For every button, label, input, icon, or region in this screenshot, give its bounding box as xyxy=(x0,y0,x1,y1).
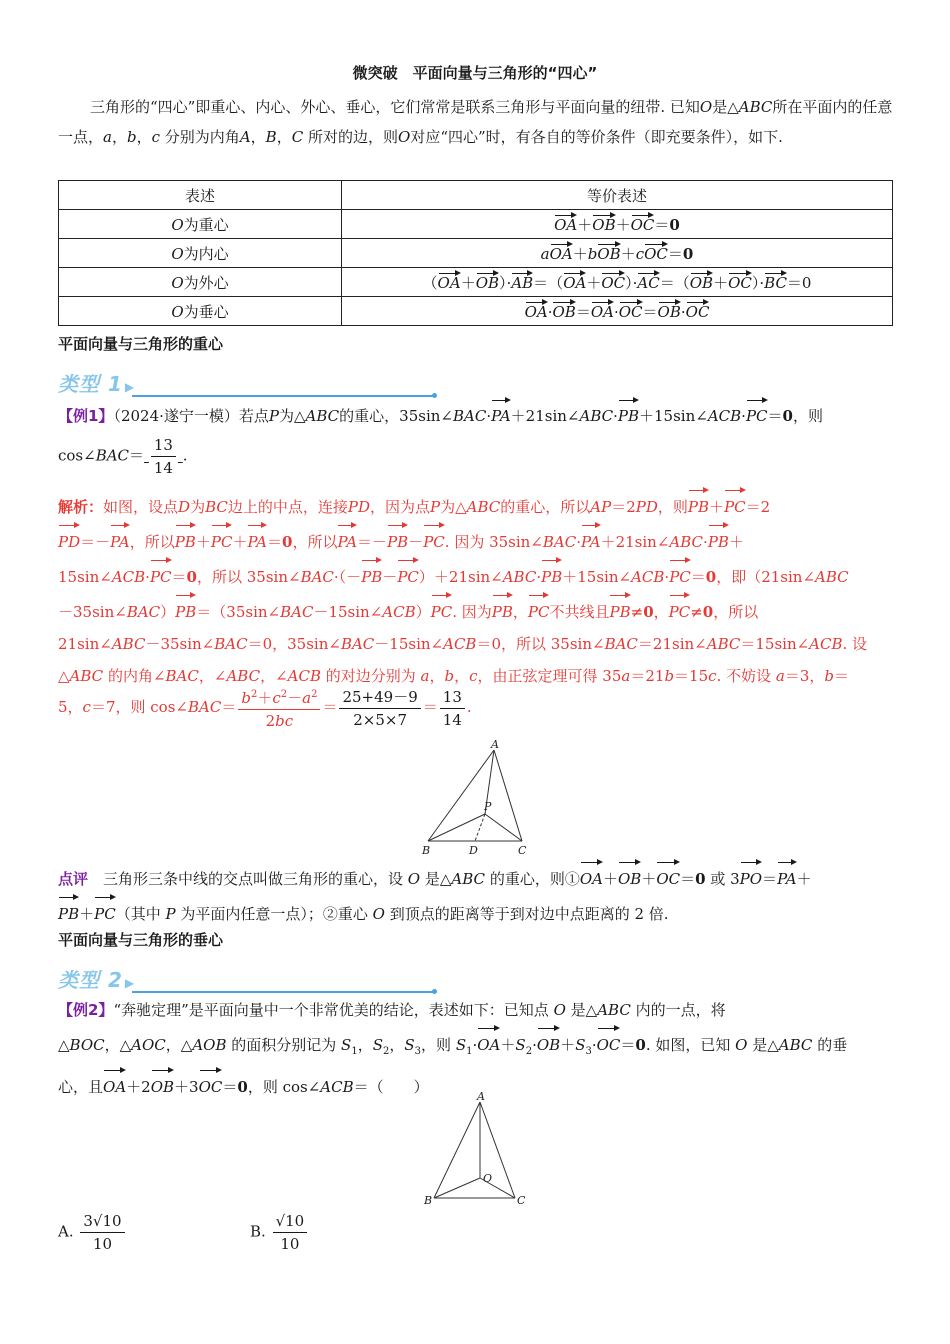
answer-numerator: 13 xyxy=(151,434,176,457)
table-cell: OA·OB＝OA·OC＝OB·OC xyxy=(342,297,893,326)
example-2-stem: 【例2】“奔驰定理”是平面向量中一个非常优美的结论，表述如下：已知点 O 是△ABC 内的一点，将 △BOC，△AOC，△AOB 的面积分别记为 $S_1$，$S_2$，$S_3$，则 $S_1\cdot OA+S_2\cdot OB+S_3\cdot OC=0$. 如图，已知 O 是△ABC 的垂 心，且OA＋2OB＋3OC＝0，则 cos∠ACB＝（ ） xyxy=(58,994,896,1103)
solution-1-final: 5，c＝7，则 cos∠BAC＝ $\frac{b^2+c^2-a^2}{2bc}$ ＝ $\frac{25+49-9}{2\times 5\times 7}$ ＝ $\frac{13}{14}$ . xyxy=(58,684,472,732)
answer-denominator: 14 xyxy=(153,459,173,477)
label-p: P xyxy=(484,800,492,813)
label-a: A xyxy=(477,1090,485,1103)
section-heading-orthocenter: 平面向量与三角形的垂心 xyxy=(58,931,224,949)
label-c: C xyxy=(517,1194,526,1207)
triangle-arrow-icon: ▶ xyxy=(124,976,135,990)
option-a[interactable]: A. $\frac{3√10}{10}$ xyxy=(58,1210,127,1255)
comment-tag: 点评 xyxy=(58,870,89,888)
table-cell: OA＋OB＋OC＝0 xyxy=(342,210,893,239)
type-label xyxy=(58,368,134,397)
option-b[interactable]: B. $\frac{√10}{10}$ xyxy=(250,1210,309,1255)
intro-paragraph: 三角形的“四心”即重心、内心、外心、垂心，它们常常是联系三角形与平面向量的纽带. 已知O是△ABC所在平面内的任意一点，a，b，c 分别为内角A，B，C 所对的边，则O对应“四心”时，有各自的等价条件（即充要条件），如下. xyxy=(58,98,893,146)
table-row xyxy=(59,210,893,239)
segment-cp xyxy=(485,814,522,841)
table-header: 等价表述 xyxy=(342,181,893,210)
edge-ab xyxy=(434,1102,480,1198)
table-row xyxy=(59,239,893,268)
type-label-text: 类型 1 xyxy=(58,372,123,396)
type-underline xyxy=(132,991,434,993)
label-c: C xyxy=(518,844,527,857)
solution-tag: 解析： xyxy=(58,498,104,516)
type-label-text: 类型 2 xyxy=(58,968,123,992)
segment-bo xyxy=(434,1178,480,1198)
example-1-stem: 【例1】（2024·遂宁一模）若点P为△ABC的重心，35sin∠BAC·PA＋21sin∠ABC·PB＋15sin∠ACB·PC＝0，则 xyxy=(58,398,896,431)
example-1-answer: cos∠BAC＝ $\frac{13}{14}$ . xyxy=(58,436,188,477)
label-o: O xyxy=(483,1172,493,1185)
table-cell: O为垂心 xyxy=(59,297,342,326)
table-cell: O为外心 xyxy=(59,268,342,297)
triangle-figure-1 xyxy=(418,738,538,860)
table-header-row xyxy=(59,181,893,210)
type-label xyxy=(58,964,134,993)
solution-1: 解析：如图，设点D为BC边上的中点，连接PD，因为点P为△ABC的重心，所以AP＝2PD，则PB＋PC＝2 PD＝－PA，所以PB＋PC＋PA＝0，所以PA＝－PB－PC. 因为 35sin∠BAC·PA＋21sin∠ABC·PB＋ 15sin∠ACB·PC＝0，所以 35sin∠BAC·（－PB－PC）＋21sin∠ABC·PB＋15sin∠ACB·PC＝0，即（21sin∠ABC －35sin∠BAC）PB＝（35sin∠BAC－15sin∠ACB）PC. 因为PB，PC不共线且PB≠0，PC≠0，所以 21sin∠ABC－35sin∠BAC＝0，35sin∠BAC－15sin∠ACB＝0，所以 35sin∠BAC＝21sin∠ABC＝15sin∠ACB. 设 △ABC 的内角∠BAC，∠ABC，∠ACB 的对边分别为 a，b，c，由正弦定理可得 35a＝21b＝15c. 不妨设 a＝3，b＝ xyxy=(58,488,896,692)
table-row xyxy=(59,297,893,326)
type-underline xyxy=(132,395,434,397)
label-b: B xyxy=(424,1194,433,1207)
table-header: 表述 xyxy=(59,181,342,210)
segment-bp xyxy=(428,814,485,841)
section-heading-centroid: 平面向量与三角形的重心 xyxy=(58,335,224,353)
page-title: 微突破 平面向量与三角形的“四心” xyxy=(352,64,598,82)
table-cell: aOA＋bOB＋cOC＝0 xyxy=(342,239,893,268)
four-centers-table xyxy=(58,180,893,326)
table-row xyxy=(59,268,893,297)
example-tag: 【例2】 xyxy=(58,1001,114,1019)
option-letter: A. xyxy=(58,1222,74,1241)
example-tag: 【例1】 xyxy=(58,407,114,425)
comment-paragraph: 点评 三角形三条中线的交点叫做三角形的重心，设 O 是△ABC 的重心，则①OA＋OB＋OC＝0 或 3PO＝PA＋ PB＋PC（其中 P 为平面内任意一点）；②重心 O 到顶点的距离等于到对边中点距离的 2 倍. xyxy=(58,860,896,930)
table-cell: O为内心 xyxy=(59,239,342,268)
label-a: A xyxy=(491,738,499,751)
triangle-arrow-icon: ▶ xyxy=(124,380,135,394)
label-b: B xyxy=(422,844,431,857)
table-cell: （OA＋OB）·AB＝（OA＋OC）·AC＝（OB＋OC）·BC＝0 xyxy=(342,268,893,297)
option-letter: B. xyxy=(250,1222,266,1241)
edge-ac xyxy=(494,750,522,841)
label-d: D xyxy=(469,844,478,857)
triangle-figure-2 xyxy=(420,1090,530,1212)
edge-ab xyxy=(428,750,494,841)
table-cell: O为重心 xyxy=(59,210,342,239)
